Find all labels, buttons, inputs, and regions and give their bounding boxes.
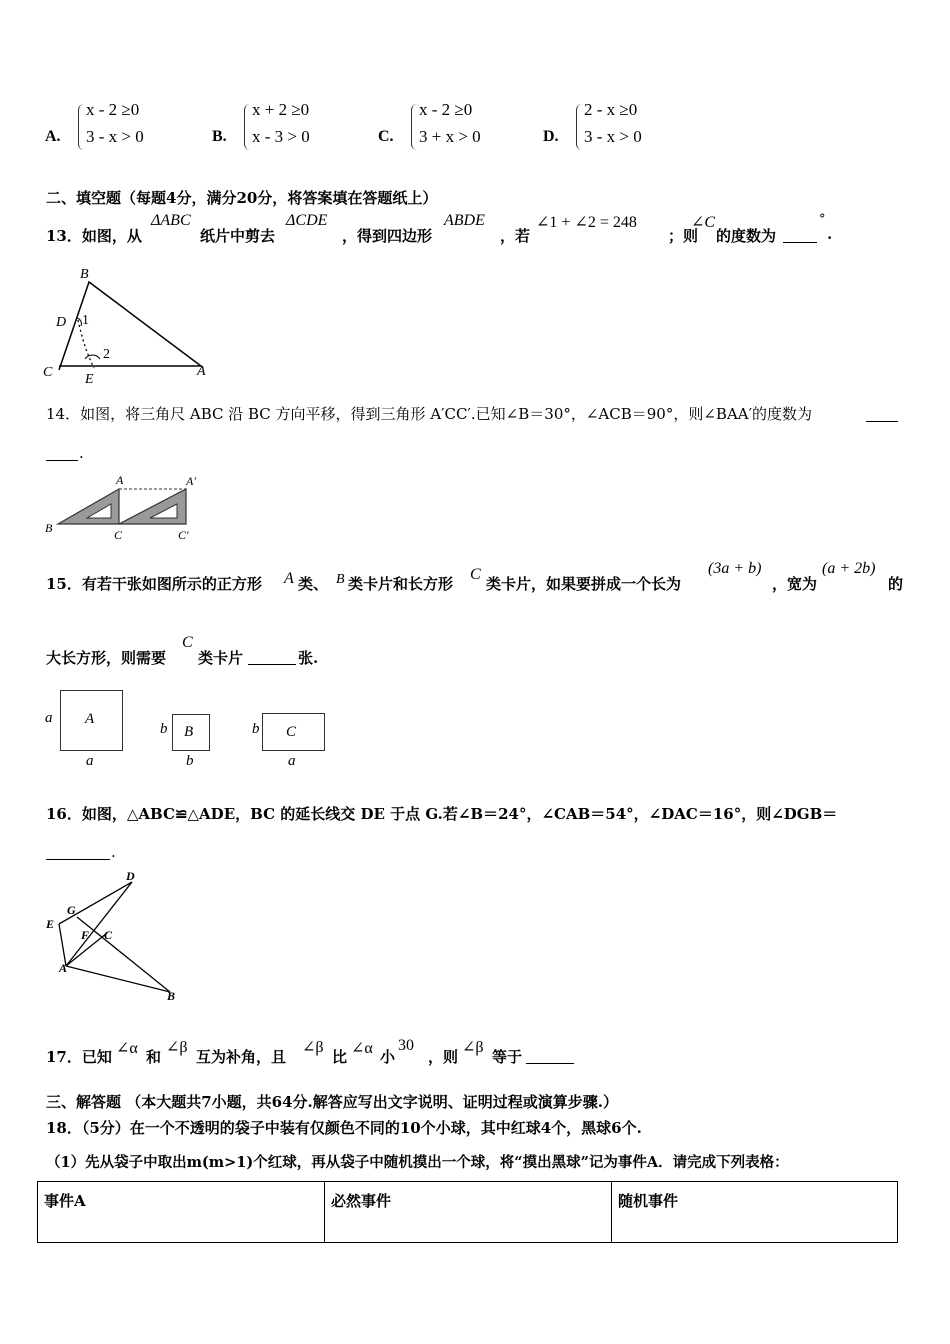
- q14-label-b: B: [45, 521, 53, 535]
- q17-t3: 互为补角，且: [196, 1048, 287, 1066]
- q17-t7: 等于: [492, 1048, 523, 1066]
- q15-t3: 类卡片和长方形: [348, 575, 454, 593]
- q17-t2: 和: [146, 1048, 162, 1066]
- card-c-side-label: b: [252, 721, 260, 737]
- q13-t3: ，若: [500, 227, 531, 245]
- q13-end: .: [827, 225, 833, 243]
- option-d-line2: 3 - x > 0: [584, 127, 642, 146]
- q13-label-2: 2: [103, 347, 110, 362]
- q15-answer-blank[interactable]: [248, 647, 296, 665]
- q13-label-a: A: [197, 364, 206, 379]
- q15-t1: 15．有若干张如图所示的正方形: [46, 575, 262, 593]
- q15-line1: [46, 560, 926, 594]
- card-a-bottom-label: a: [86, 753, 94, 769]
- q16-label-d: D: [126, 869, 135, 883]
- card-b-side-label: b: [160, 721, 168, 737]
- q13-triangle-figure: [40, 262, 220, 386]
- q15-math-length: (3a + b): [708, 560, 762, 577]
- option-a-line2: 3 - x > 0: [86, 127, 144, 146]
- q17-math-alpha-2: ∠α: [351, 1040, 373, 1057]
- option-d-line1: 2 - x ≥0: [584, 100, 638, 119]
- q17-t5: 小: [380, 1048, 396, 1066]
- card-b-bottom-label: b: [186, 753, 194, 769]
- q13-answer-blank[interactable]: [783, 225, 817, 243]
- q16-label-g: G: [67, 903, 76, 917]
- q16-answer-blank[interactable]: [46, 842, 110, 860]
- option-b-line2: x - 3 > 0: [252, 127, 310, 146]
- q16-segment-ea: [59, 924, 66, 966]
- q14-label-c: C: [114, 528, 123, 542]
- q15-math-width: (a + 2b): [822, 560, 876, 577]
- option-c-label: C.: [378, 128, 394, 145]
- q13-text: [46, 212, 926, 248]
- q13-math-c: ∠C: [691, 214, 716, 231]
- q14-answer-blank-2[interactable]: [46, 443, 78, 461]
- q13-math-abc: ΔABC: [151, 212, 191, 229]
- table-header-event-a: 事件A: [38, 1182, 325, 1243]
- option-a-label: A.: [45, 128, 61, 145]
- q14-answer-blank-1[interactable]: [866, 403, 898, 422]
- q13-math-abde: ABDE: [444, 212, 485, 229]
- q13-angle1-arc: [77, 318, 81, 326]
- q18-line2: （1）先从袋子中取出m(m>1)个红球，再从袋子中随机摸出一个球，将“摸出黑球”记为事件A．请完成下列表格：: [46, 1154, 789, 1171]
- card-c: [262, 713, 325, 751]
- section2-heading: 二、填空题（每题4分，满分20分，将答案填在答题纸上）: [46, 189, 438, 207]
- q13-label-1: 1: [82, 313, 89, 328]
- q18-event-table: [37, 1181, 898, 1243]
- q13-num: 13．如图，从: [46, 227, 142, 245]
- card-c-name: C: [286, 724, 297, 740]
- q16-label-c: C: [104, 928, 113, 942]
- table-header-certain-event: 必然事件: [325, 1182, 612, 1243]
- q15-l2-math-c: C: [182, 634, 193, 651]
- option-c-line1: x - 2 ≥0: [419, 100, 473, 119]
- q13-t1: 纸片中剪去: [200, 227, 276, 245]
- q13-t5: 的度数为: [716, 227, 777, 245]
- q17-answer-blank[interactable]: [526, 1046, 574, 1064]
- q13-degree: °: [819, 212, 826, 227]
- q17-math-alpha-1: ∠α: [116, 1040, 138, 1057]
- q16-label-e: E: [46, 917, 55, 931]
- q17-math-beta-1: ∠β: [166, 1039, 188, 1056]
- q18-line1: 18．（5分）在一个不透明的袋子中装有仅颜色不同的10个小球，其中红球4个，黑球6个.: [46, 1119, 642, 1137]
- q17-math-30: 30: [398, 1037, 414, 1054]
- q14-setsquare-figure: [40, 472, 210, 544]
- q15-line2: [46, 634, 446, 668]
- q13-math-angles: ∠1 + ∠2 = 248: [536, 214, 637, 231]
- q17-t1: 17．已知: [46, 1048, 112, 1066]
- q16-label-a: A: [59, 961, 68, 975]
- table-row: [38, 1182, 898, 1243]
- q16-text: 16．如图，△ABC≌△ADE，BC 的延长线交 DE 于点 G.若∠B＝24°，∠CAB＝54°，∠DAC＝16°，则∠DGB＝: [46, 805, 838, 823]
- q17-text: [46, 1033, 646, 1067]
- q13-angle2-arc: [85, 355, 100, 359]
- q13-label-d: D: [56, 315, 67, 330]
- option-a-line1: x - 2 ≥0: [86, 100, 140, 119]
- q15-l2-c: 张.: [298, 649, 319, 667]
- q16-label-b: B: [167, 989, 176, 1003]
- q17-t6: ，则: [428, 1048, 459, 1066]
- q13-math-cde: ΔCDE: [286, 212, 328, 229]
- section3-heading: 三、解答题 （本大题共7小题，共64分.解答应写出文字说明、证明过程或演算步骤.）: [46, 1093, 618, 1111]
- q16-end: .: [111, 843, 116, 861]
- q15-t6: 的: [888, 575, 904, 593]
- card-a-side-label: a: [45, 710, 53, 726]
- q13-t4: ；则: [668, 227, 699, 245]
- option-d-label: D.: [543, 128, 559, 145]
- q15-math-a: A: [284, 570, 294, 587]
- q15-math-b: B: [336, 572, 345, 587]
- table-header-random-event: 随机事件: [612, 1182, 898, 1243]
- card-a-name: A: [85, 711, 95, 727]
- card-b: [172, 714, 210, 751]
- card-a: [60, 690, 123, 751]
- q14-label-a: A: [116, 473, 124, 487]
- q15-l2-a: 大长方形，则需要: [46, 649, 167, 667]
- card-b-name: B: [184, 724, 194, 740]
- option-b-line1: x + 2 ≥0: [252, 100, 310, 119]
- q16-label-f: F: [81, 928, 90, 942]
- q14-end: .: [79, 444, 84, 462]
- q17-t4: 比: [332, 1048, 348, 1066]
- option-c-line2: 3 + x > 0: [419, 127, 481, 146]
- q15-l2-b: 类卡片: [198, 649, 244, 667]
- q13-label-b: B: [80, 267, 89, 282]
- q17-math-beta-2: ∠β: [302, 1039, 324, 1056]
- q17-math-beta-3: ∠β: [462, 1039, 484, 1056]
- q15-math-c: C: [470, 566, 481, 583]
- card-c-bottom-label: a: [288, 753, 296, 769]
- q16-congruent-figure: [40, 866, 190, 1004]
- option-b-label: B.: [212, 128, 227, 145]
- q15-t5: ，宽为: [772, 575, 818, 593]
- q14-label-a-prime: A′: [186, 474, 196, 488]
- q15-t2: 类、: [298, 575, 329, 593]
- q13-label-c: C: [43, 365, 53, 380]
- q15-t4: 类卡片，如果要拼成一个长为: [486, 575, 682, 593]
- q13-t2: ，得到四边形: [342, 227, 433, 245]
- q14-label-c-prime: C′: [178, 528, 189, 542]
- q13-triangle-outline: [59, 282, 201, 370]
- q13-label-e: E: [85, 372, 94, 386]
- q14-text: 14．如图，将三角尺 ABC 沿 BC 方向平移，得到三角形 A′CC′.已知∠B＝30°，∠ACB＝90°，则∠BAA′的度数为: [46, 405, 813, 423]
